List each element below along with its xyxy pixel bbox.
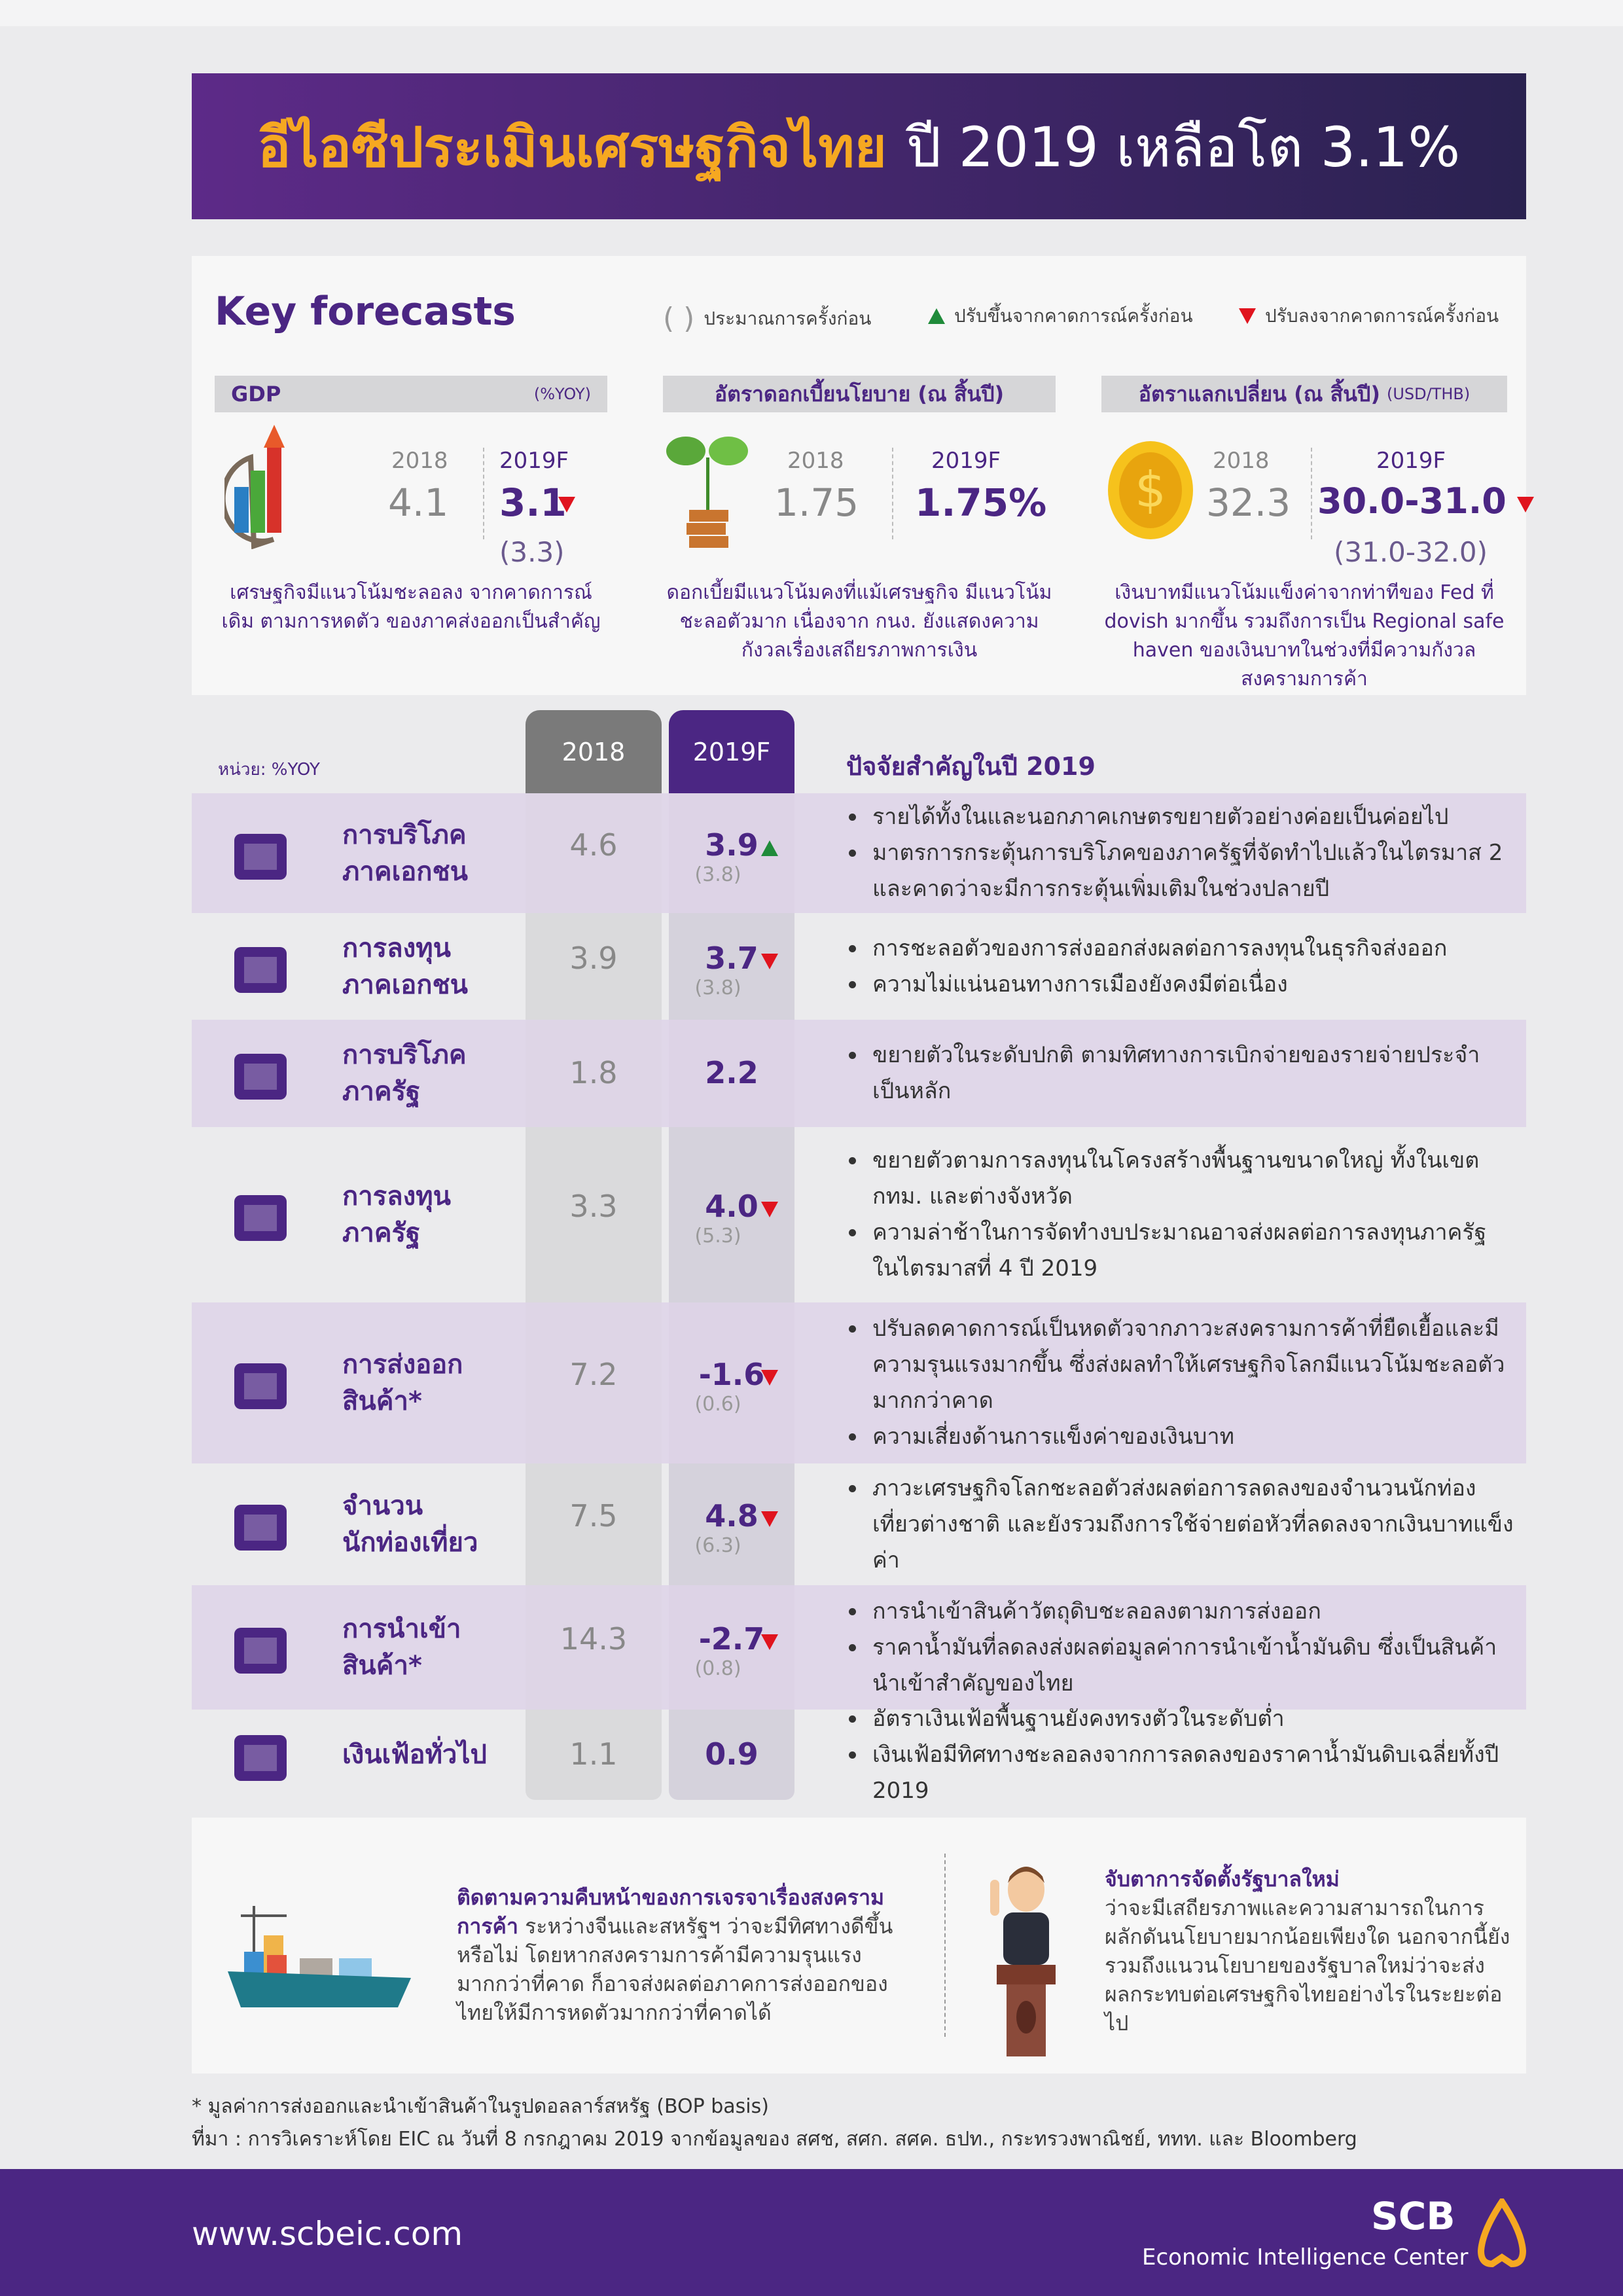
column-header-2019f: 2019F xyxy=(669,710,794,793)
key-forecasts-panel xyxy=(192,256,1526,695)
year-2018: 2018 xyxy=(787,448,844,474)
gdp-2019f: 3.1 xyxy=(499,480,567,525)
money-bag-icon xyxy=(218,927,303,1006)
legend-label: ปรับขึ้นจากคาดการณ์ครั้งก่อน xyxy=(954,305,1193,327)
factor-item: ราคาน้ำมันที่ลดลงส่งผลต่อมูลค่าการนำเข้าน้ำมันดิบ ซึ่งเป็นสินค้านำเข้าสำคัญของไทย xyxy=(846,1630,1514,1702)
row-label xyxy=(342,1736,487,1773)
triangle-down-icon xyxy=(761,1511,778,1527)
factor-item: ความไม่แน่นอนทางการเมืองยังคงมีต่อเนื่อง xyxy=(846,967,1514,1003)
table-row xyxy=(192,1302,1526,1463)
title-highlight: อีไอซีประเมินเศรษฐกิจไทย xyxy=(257,115,887,179)
policy-rate-2018: 1.75 xyxy=(774,480,859,525)
factor-item: ขยายตัวในระดับปกติ ตามทิศทางการเบิกจ่ายของรายจ่ายประจำเป็นหลัก xyxy=(846,1037,1514,1109)
divider xyxy=(944,1854,946,2037)
scb-logo-icon xyxy=(1476,2198,1528,2270)
triangle-down-icon xyxy=(1239,308,1256,324)
row-label-line: สินค้า* xyxy=(342,1386,422,1416)
key-forecasts-title: Key forecasts xyxy=(215,289,516,334)
year-2019f: 2019F xyxy=(1376,448,1446,474)
svg-text:$: $ xyxy=(1135,461,1166,518)
previous-forecast: (3.8) xyxy=(694,976,741,999)
factor-item: รายได้ทั้งในและนอกภาคเกษตรขยายตัวอย่างค่อยเป็นค่อยไป xyxy=(846,799,1514,835)
footnote: * มูลค่าการส่งออกและนำเข้าสินค้าในรูปดอลลาร์สหรัฐ (BOP basis) xyxy=(192,2095,769,2118)
legend-label: ปรับลงจากคาดการณ์ครั้งก่อน xyxy=(1265,305,1499,327)
unit-label: หน่วย: %YOY xyxy=(218,760,320,780)
previous-forecast: (3.8) xyxy=(694,863,741,886)
value-2018: 1.1 xyxy=(569,1736,618,1772)
factor-list xyxy=(846,1701,1514,1809)
cargo-ship-icon xyxy=(228,1899,424,2011)
legend-up xyxy=(928,302,1193,331)
policy-rate-description: ดอกเบี้ยมีแนวโน้มคงที่แม้เศรษฐกิจ มีแนวโน้มชะลอตัวมาก เนื่องจาก กนง. ยังแสดงความกังวลเรื่องเสถียรภาพการเงิน xyxy=(666,581,1052,662)
factor-item: ความเสี่ยงด้านการแข็งค่าของเงินบาท xyxy=(846,1419,1514,1455)
row-label-line: ภาคเอกชน xyxy=(342,856,468,887)
policy-rate-forecast xyxy=(663,376,1056,683)
factor-item: การนำเข้าสินค้าวัตถุดิบชะลอลงตามการส่งออก xyxy=(846,1594,1514,1630)
value-2019f: 2.2 xyxy=(705,1055,758,1090)
source-note: ที่มา : การวิเคราะห์โดย EIC ณ วันที่ 8 กรกฎาคม 2019 จากข้อมูลของ สศช, สศก. สศค. ธปท., กระทรวงพาณิชย์, ททท. และ Bloomberg xyxy=(192,2128,1357,2151)
factor-item: ปรับลดคาดการณ์เป็นหดตัวจากภาวะสงครามการค้าที่ยืดเยื้อและมีความรุนแรงมากขึ้น ซึ่งส่งผลทำให้เศรษฐกิจโลกมีแนวโน้มชะลอตัวมากกว่าคาด xyxy=(846,1311,1514,1419)
tourist-icon xyxy=(218,1485,303,1564)
trade-war-note xyxy=(457,1883,915,2027)
growth-chart-icon xyxy=(224,425,316,549)
year-2019f: 2019F xyxy=(499,448,569,474)
divider xyxy=(892,448,893,539)
row-label xyxy=(342,1611,461,1684)
top-strip xyxy=(0,0,1623,26)
triangle-up-icon xyxy=(761,840,778,856)
politician-icon xyxy=(977,1860,1075,2063)
value-2018: 7.2 xyxy=(569,1357,618,1392)
government-coins-icon xyxy=(218,1175,303,1254)
value-2018: 14.3 xyxy=(560,1621,628,1657)
fx-forecast xyxy=(1101,376,1507,691)
fx-header xyxy=(1101,376,1507,412)
row-label-line: การส่งออก xyxy=(342,1350,463,1380)
row-label xyxy=(342,1346,463,1420)
year-2018: 2018 xyxy=(391,448,448,474)
value-2018: 3.3 xyxy=(569,1189,618,1224)
watch-panel xyxy=(192,1818,1526,2073)
table-row xyxy=(192,1463,1526,1585)
factor-list xyxy=(846,799,1514,907)
row-label xyxy=(342,817,468,890)
value-2019f: 0.9 xyxy=(705,1736,758,1772)
factor-item: มาตรการกระตุ้นการบริโภคของภาครัฐที่จัดทำไปแล้วในไตรมาส 2 และคาดว่าจะมีการกระตุ้นเพิ่มเติมในช่วงปลายปี xyxy=(846,835,1514,907)
row-label xyxy=(342,1178,451,1251)
row-label-line: เงินเฟ้อทั่วไป xyxy=(342,1740,487,1770)
forecast-table xyxy=(192,710,1526,1803)
triangle-down-icon xyxy=(1517,497,1534,512)
factor-item: อัตราเงินเฟ้อพื้นฐานยังคงทรงตัวในระดับต่ำ xyxy=(846,1701,1514,1737)
factor-list xyxy=(846,1037,1514,1109)
value-2019f: 3.9 xyxy=(705,827,758,863)
row-label-line: นักท่องเที่ยว xyxy=(342,1528,478,1558)
triangle-down-icon xyxy=(558,497,575,512)
factors-title: ปัจจัยสำคัญในปี 2019 xyxy=(846,752,1096,781)
legend-down xyxy=(1239,302,1499,331)
website-link[interactable]: www.scbeic.com xyxy=(192,2215,463,2253)
gdp-unit: (%YOY) xyxy=(533,385,591,403)
row-label-line: สินค้า* xyxy=(342,1651,422,1681)
table-row xyxy=(192,1127,1526,1302)
table-row xyxy=(192,1705,1526,1804)
government-note xyxy=(1105,1865,1517,2037)
trade-war-text: ระหว่างจีนและสหรัฐฯ ว่าจะมีทิศทางดีขึ้นหรือไม่ โดยหากสงครามการค้ามีความรุนแรงมากกว่าที่คาด ก็อาจส่งผลต่อภาคการส่งออกของไทยให้มีการหดตัวมากกว่าที่คาดได้ xyxy=(457,1914,893,2025)
brand-logo-text: SCB xyxy=(1371,2194,1455,2238)
inflation-chart-icon xyxy=(218,1715,303,1794)
footer xyxy=(0,2169,1623,2296)
value-2019f: -1.6 xyxy=(698,1357,765,1392)
paren-symbol: ( ) xyxy=(663,302,695,335)
value-2018: 3.9 xyxy=(569,940,618,976)
factor-item: ภาวะเศรษฐกิจโลกชะลอตัวส่งผลต่อการลดลงของจำนวนนักท่องเที่ยวต่างชาติ และยังรวมถึงการใช้จ่ายต่อหัวที่ลดลงจากเงินบาทแข็งค่า xyxy=(846,1471,1514,1579)
value-2018: 1.8 xyxy=(569,1055,618,1090)
row-label xyxy=(342,1037,467,1110)
triangle-up-icon xyxy=(928,308,945,324)
cargo-ship-icon xyxy=(218,1344,303,1422)
value-2018: 4.6 xyxy=(569,827,618,863)
policy-rate-header: อัตราดอกเบี้ยนโยบาย (ณ สิ้นปี) xyxy=(663,376,1056,412)
table-row xyxy=(192,913,1526,1020)
divider xyxy=(483,448,484,539)
fx-2018: 32.3 xyxy=(1206,480,1291,525)
coin-icon xyxy=(1105,438,1196,543)
previous-forecast: (0.8) xyxy=(694,1657,741,1680)
factor-list xyxy=(846,1594,1514,1702)
table-row xyxy=(192,1585,1526,1710)
plant-coins-icon xyxy=(663,425,755,549)
legend-label: ประมาณการครั้งก่อน xyxy=(704,307,872,329)
government-title: จับตาการจัดตั้งรัฐบาลใหม่ xyxy=(1105,1867,1340,1892)
gdp-forecast xyxy=(215,376,607,683)
triangle-down-icon xyxy=(761,1634,778,1650)
fx-2019f: 30.0-31.0 xyxy=(1317,480,1507,522)
gdp-previous: (3.3) xyxy=(499,536,565,568)
factor-list xyxy=(846,1311,1514,1455)
row-label-line: การลงทุน xyxy=(342,1181,451,1211)
shopping-cart-icon xyxy=(218,814,303,893)
table-row xyxy=(192,793,1526,913)
value-2018: 7.5 xyxy=(569,1498,618,1534)
trade-war-title: ติดตามความคืบหน้าของการเจรจาเรื่องสงครามการค้า xyxy=(457,1885,885,1939)
previous-forecast: (0.6) xyxy=(694,1393,741,1416)
policy-rate-2019f: 1.75% xyxy=(915,480,1047,525)
row-label xyxy=(342,930,468,1003)
previous-forecast: (6.3) xyxy=(694,1534,741,1557)
divider xyxy=(1311,448,1312,539)
factor-list xyxy=(846,1471,1514,1579)
triangle-down-icon xyxy=(761,954,778,969)
row-label-line: การบริโภค xyxy=(342,1040,467,1070)
row-label-line: ภาครัฐ xyxy=(342,1077,421,1107)
factor-list xyxy=(846,931,1514,1003)
fx-previous: (31.0-32.0) xyxy=(1334,536,1488,568)
brand-subtitle: Economic Intelligence Center xyxy=(1142,2244,1469,2270)
value-2019f: 4.8 xyxy=(705,1498,758,1534)
value-2019f: 3.7 xyxy=(705,940,758,976)
gdp-2018: 4.1 xyxy=(388,480,449,525)
gdp-title: GDP xyxy=(231,382,281,406)
row-label-line: ภาคเอกชน xyxy=(342,969,468,1000)
government-text: ว่าจะมีเสถียรภาพและความสามารถในการผลักดันนโยบายมากน้อยเพียงใด นอกจากนี้ยังรวมถึงแนวนโยบายของรัฐบาลใหม่ว่าจะส่งผลกระทบต่อเศรษฐกิจไทยอย่างไรในระยะต่อไป xyxy=(1105,1895,1510,2036)
row-label-line: การลงทุน xyxy=(342,933,451,963)
legend-previous xyxy=(663,302,871,335)
factor-item: เงินเฟ้อมีทิศทางชะลอลงจากการลดลงของราคาน้ำมันดิบเฉลี่ยทั้งปี 2019 xyxy=(846,1737,1514,1809)
row-label-line: การบริโภค xyxy=(342,819,467,850)
fx-title: อัตราแลกเปลี่ยน (ณ สิ้นปี) xyxy=(1138,381,1380,406)
value-2019f: -2.7 xyxy=(698,1621,765,1657)
year-2018: 2018 xyxy=(1213,448,1270,474)
title-banner xyxy=(192,73,1526,219)
row-label xyxy=(342,1488,478,1561)
row-label-line: การนำเข้า xyxy=(342,1614,461,1644)
triangle-down-icon xyxy=(761,1202,778,1217)
fx-description: เงินบาทมีแนวโน้มแข็งค่าจากท่าทีของ Fed ที่ dovish มากขึ้น รวมถึงการเป็น Regional safe haven ของเงินบาทในช่วงที่มีความกังวลสงครามการค้า xyxy=(1104,581,1505,691)
row-label-line: ภาครัฐ xyxy=(342,1218,421,1248)
gdp-description: เศรษฐกิจมีแนวโน้มชะลอลง จากคาดการณ์เดิม ตามการหดตัว ของภาคส่งออกเป็นสำคัญ xyxy=(221,581,601,633)
year-2019f: 2019F xyxy=(931,448,1001,474)
government-building-icon xyxy=(218,1034,303,1113)
container-icon xyxy=(218,1608,303,1687)
row-label-line: จำนวน xyxy=(342,1491,423,1521)
column-header-2018: 2018 xyxy=(526,710,662,793)
gdp-header xyxy=(215,376,607,412)
previous-forecast: (5.3) xyxy=(694,1225,741,1247)
triangle-down-icon xyxy=(761,1370,778,1386)
table-row xyxy=(192,1020,1526,1127)
factor-item: การชะลอตัวของการส่งออกส่งผลต่อการลงทุนในธุรกิจส่งออก xyxy=(846,931,1514,967)
factor-item: ความล่าช้าในการจัดทำงบประมาณอาจส่งผลต่อการลงทุนภาครัฐ ในไตรมาสที่ 4 ปี 2019 xyxy=(846,1215,1514,1287)
fx-unit: (USD/THB) xyxy=(1386,385,1471,403)
factor-item: ขยายตัวตามการลงทุนในโครงสร้างพื้นฐานขนาดใหญ่ ทั้งในเขต กทม. และต่างจังหวัด xyxy=(846,1143,1514,1215)
title-rest: ปี 2019 เหลือโต 3.1% xyxy=(906,115,1461,179)
value-2019f: 4.0 xyxy=(705,1189,758,1224)
factor-list xyxy=(846,1143,1514,1287)
